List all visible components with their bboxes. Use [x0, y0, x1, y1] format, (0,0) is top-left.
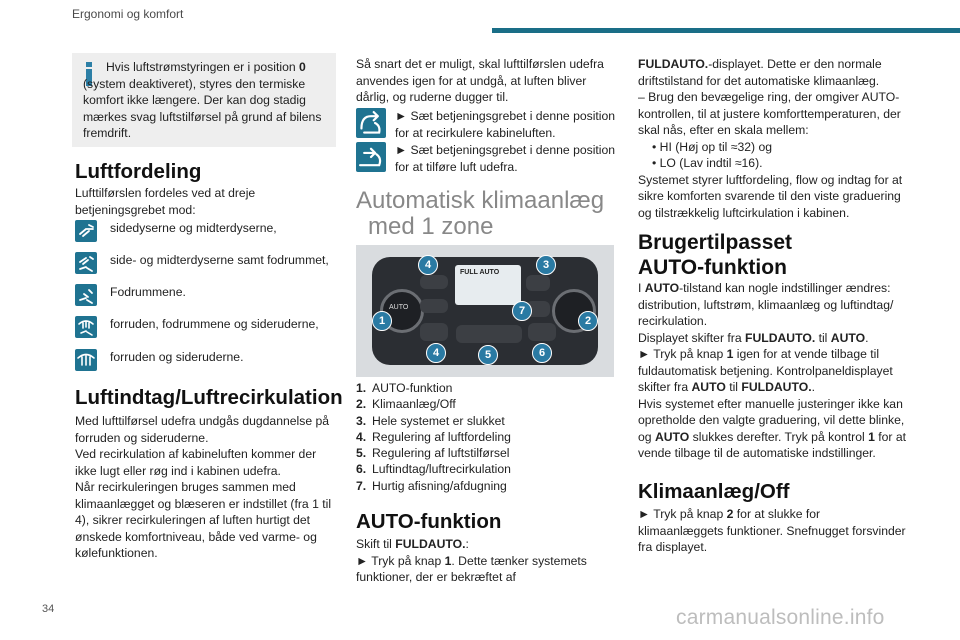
- callout-6: 6: [532, 343, 552, 363]
- header-accent-bar: [492, 28, 960, 33]
- recirc-instruction: ► Sæt betjeningsgrebet i denne position for at recirkulere kabineluften.: [395, 109, 616, 140]
- legend-item: 7. Hurtig afisning/afdugning: [356, 478, 507, 493]
- vent-label-2: side- og midterdyserne samt fodrummet,: [110, 253, 329, 267]
- heading-luftfordeling: Luftfordeling: [75, 160, 202, 183]
- display-text: FULL AUTO: [460, 269, 500, 276]
- heading-auto-funktion: AUTO-funktion: [356, 510, 502, 533]
- heading-luftindtag: Luftindtag/Luftrecirkulation: [75, 386, 343, 409]
- fresh-air-instruction: ► Sæt betjeningsgrebet i denne position for at tilføre luft udefra.: [395, 143, 616, 174]
- climate-control-panel-image: AUTO FULL AUTO 1 2 3 4 4 5 6 7: [356, 245, 614, 377]
- callout-4-top: 4: [418, 255, 438, 275]
- legend-item: 5. Regulering af luftstilførsel: [356, 446, 510, 461]
- luftfordeling-intro: Lufttilførslen fordeles ved at dreje betjeningsgrebet mod:: [75, 186, 256, 217]
- panel-legend: [356, 380, 616, 494]
- legend-item: 2. Klimaanlæg/Off: [356, 397, 456, 412]
- callout-3: 3: [536, 255, 556, 275]
- vent-label-1: sidedyserne og midterdyserne,: [110, 221, 277, 235]
- info-box: [72, 53, 336, 147]
- vent-label-3: Fodrummene.: [110, 285, 186, 299]
- legend-item: 6. Luftindtag/luftrecirkulation: [356, 462, 511, 477]
- heading-klimaanlaeg-off: Klimaanlæg/Off: [638, 480, 790, 503]
- klimaanlaeg-off-text: ► Tryk på knap 2 for at slukke for klimaanlæggets funktioner. Snefnugget forsvinder fra displayet.: [638, 507, 906, 554]
- legend-item: 4. Regulering af luftfordeling: [356, 429, 511, 444]
- windscreen-feet-icon: [75, 316, 97, 338]
- auto-funktion-text: Skift til FULDAUTO.: ► Tryk på knap 1. Dette tænker systemets funktioner, der er bekræftet af: [356, 537, 587, 584]
- heading-brugertilpasset: Brugertilpasset AUTO-funktion: [638, 231, 793, 279]
- luftindtag-text: Med lufttilførsel udefra undgås dugdannelse på forruden og sideruderne. Ved recirkulation af kabineluften kommer der ikke lugt eller røg ind i kabinen udefra. Når recirkuleringen bruges sammen med klimaanlægget og blæseren er indstillet (fra 1 til 4), sikrer recirkuleringen af luften hurtigt det ønskede komfortniveau, både ved varme- og kølefunktionen.: [75, 414, 332, 560]
- callout-2: 2: [578, 311, 598, 331]
- callout-5: 5: [478, 345, 498, 365]
- vent-label-4: forruden, fodrummene og sideruderne,: [110, 317, 319, 331]
- legend-item: 3. Hele systemet er slukket: [356, 413, 505, 428]
- callout-7: 7: [512, 301, 532, 321]
- legend-item: 1. AUTO-funktion: [356, 381, 453, 395]
- watermark: carmanualsonline.info: [676, 606, 885, 629]
- callout-4-bottom: 4: [426, 343, 446, 363]
- info-text: Hvis luftstrømstyringen er i position 0 (system deaktiveret), styres den termiske komfort ikke længere. Der kan dog stadig mærkes svag luftstilførsel på grund af bilens fremdrift.: [83, 60, 322, 140]
- feet-vent-icon: [75, 284, 97, 306]
- page-number: 34: [42, 603, 55, 615]
- recirculation-icon: [356, 108, 386, 138]
- brugertilpasset-text: I AUTO-tilstand kan nogle indstillinger ændres: distribution, luftstrøm, klimaanlæg og luftindtag/ recirkulation. Displayet skifter fra FULDAUTO. til AUTO. ► Tryk på knap 1 igen for at vende tilbage til fuldautomatisk betjening. Kontrolpaneldisplayet skifter fra AUTO til FULDAUTO.. Hvis systemet efter manuelle justeringer ikke kan opretholde den valgte graduering, vil dette blinke, og AUTO slukkes derefter. Tryk på kontrol 1 for at vende tilbage til de automatiske indstillinger.: [638, 281, 907, 460]
- fresh-air-icon: [356, 142, 386, 172]
- face-vent-icon: [75, 220, 97, 242]
- windscreen-icon: [75, 349, 97, 371]
- callout-1: 1: [372, 311, 392, 331]
- face-feet-vent-icon: [75, 252, 97, 274]
- heading-automatisk-klimaanlaeg: Automatisk klimaanlæg med 1 zone: [356, 187, 605, 240]
- running-header: Ergonomi og komfort: [72, 7, 184, 21]
- col3-intro: FULDAUTO.-displayet. Dette er den normale driftstilstand for det automatiske klimaanlæg. – Brug den bevægelige ring, der omgiver AUTO-kontrollen, til at justere komforttemperaturen, der skal nås, efter en skala mellem: • HI (Høj op til ≈32) og • LO (Lav indtil ≈16). Systemet styrer luftfordeling, flow og indtag for at sikre komforten svarende til den viste graduering og tilstrækkelig luftcirkulation i kabinen.: [638, 57, 903, 220]
- vent-label-5: forruden og sideruderne.: [110, 350, 244, 364]
- col2-intro: Så snart det er muligt, skal lufttilførslen udefra anvendes igen for at undgå, at luften bliver dårlig, og ruderne dugger til.: [356, 57, 604, 104]
